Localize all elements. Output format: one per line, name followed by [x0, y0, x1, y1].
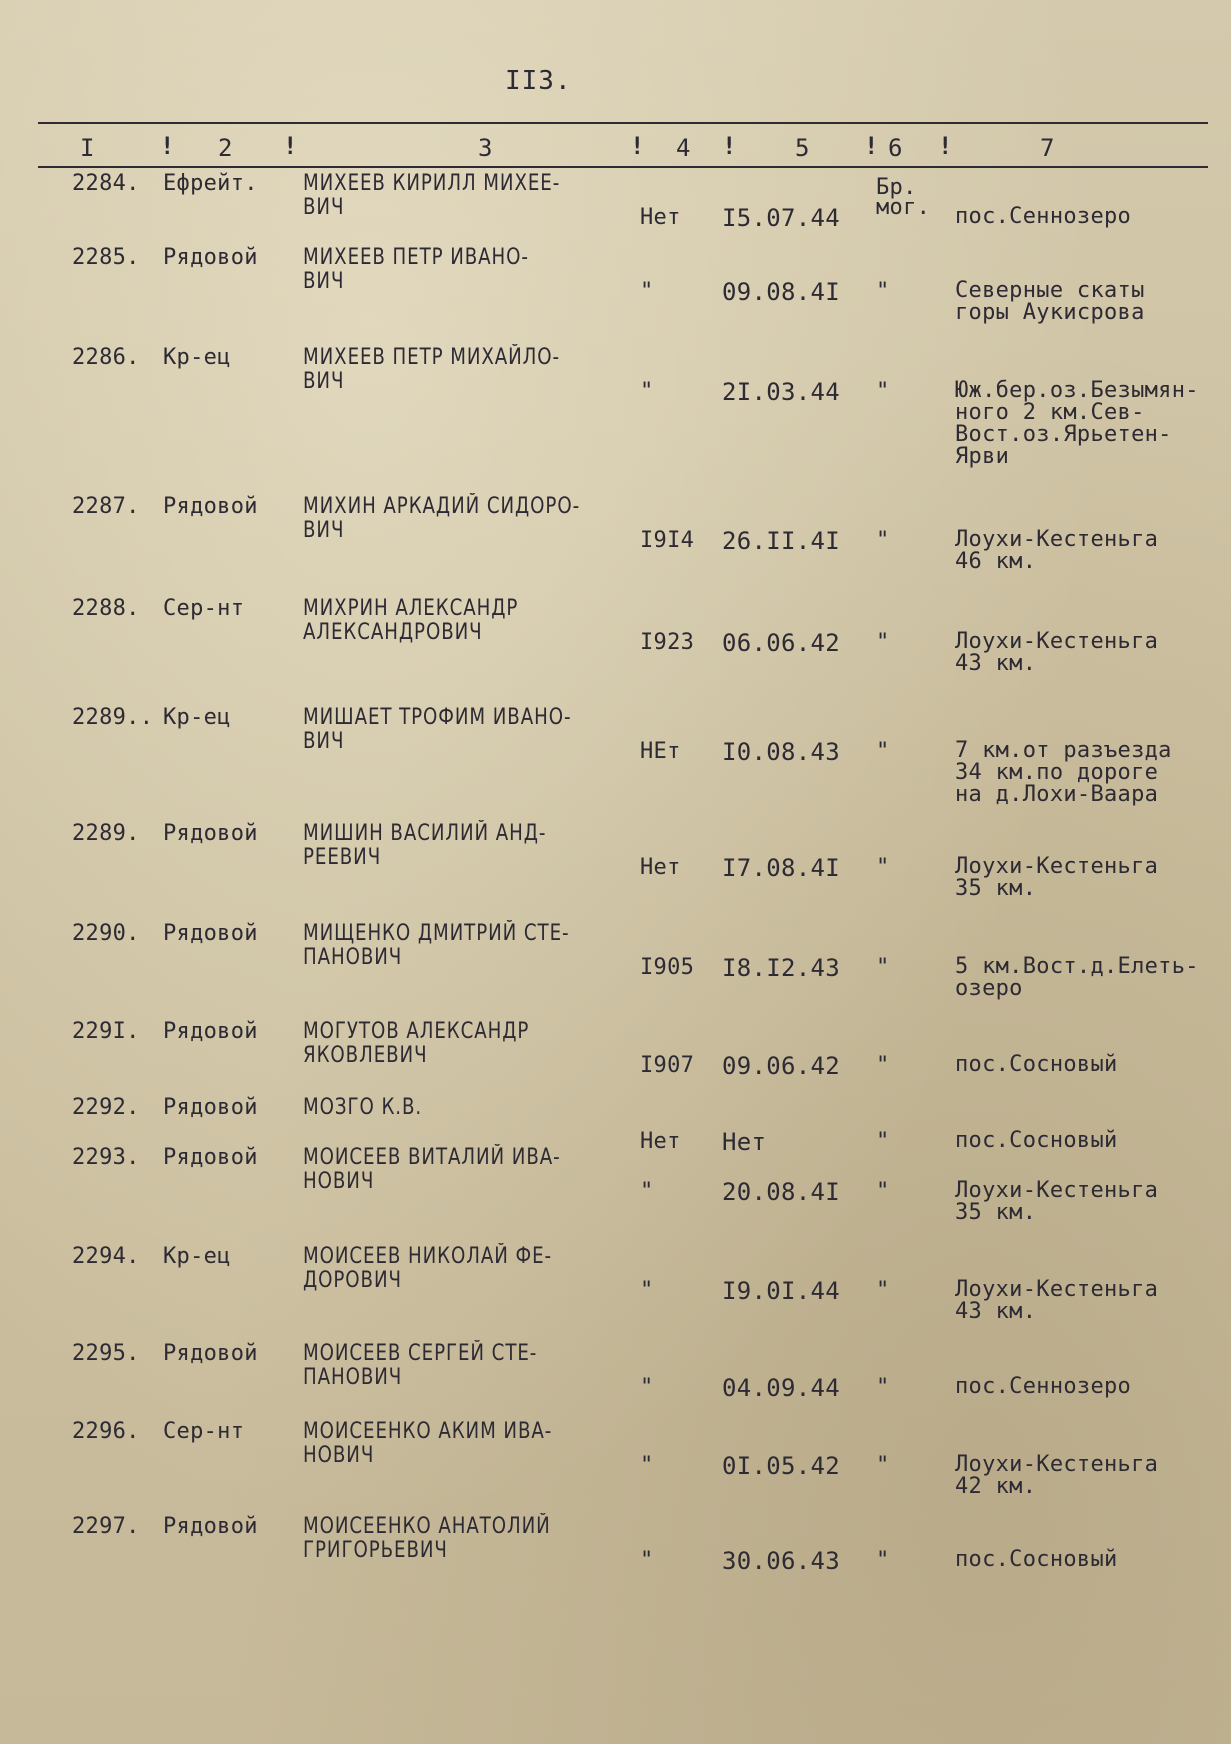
full-name: МОГУТОВ АЛЕКСАНДР ЯКОВЛЕВИЧ — [303, 1019, 530, 1068]
burial-type: " — [876, 1053, 890, 1078]
military-rank: Кр-ец — [163, 705, 231, 730]
burial-place: Лоухи-Кестеньга 35 км. — [955, 854, 1159, 901]
burial-place: 7 км.от разъезда 34 км.по дороге на д.Лохи-Ваара — [955, 738, 1172, 807]
death-date: I7.08.4I — [722, 854, 840, 882]
burial-type: " — [876, 1278, 890, 1303]
death-date: Нет — [722, 1128, 767, 1156]
full-name: МОИСЕЕНКО АНАТОЛИЙ ГРИГОРЬЕВИЧ — [303, 1514, 551, 1563]
death-date: I9.0I.44 — [722, 1277, 840, 1305]
military-rank: Рядовой — [163, 1095, 258, 1120]
birth-year: " — [640, 1278, 654, 1303]
header-bottom-rule — [38, 166, 1208, 168]
burial-place: Северные скаты горы Аукисрова — [955, 278, 1145, 325]
full-name: МИШИН ВАСИЛИЙ АНД- РЕЕВИЧ — [303, 821, 547, 870]
header-col-1: I — [80, 134, 95, 162]
death-date: 2I.03.44 — [722, 378, 840, 406]
header-separator: ! — [283, 132, 298, 160]
full-name: МИШАЕТ ТРОФИМ ИВАНО- ВИЧ — [303, 705, 572, 754]
record-number: 2293. — [72, 1145, 140, 1170]
death-date: 09.06.42 — [722, 1052, 840, 1080]
military-rank: Рядовой — [163, 1514, 258, 1539]
full-name: МОИСЕЕВ СЕРГЕЙ СТЕ- ПАНОВИЧ — [303, 1341, 538, 1390]
death-date: 30.06.43 — [722, 1547, 840, 1575]
header-col-4: 4 — [676, 134, 691, 162]
record-number: 2288. — [72, 596, 140, 621]
birth-year: I9I4 — [640, 528, 695, 553]
burial-place: Юж.бер.оз.Безымян- ного 2 км.Сев- Вост.оз.Ярьетен- Ярви — [955, 378, 1199, 469]
military-rank: Рядовой — [163, 821, 258, 846]
burial-place: Лоухи-Кестеньга 43 км. — [955, 629, 1159, 676]
military-rank: Рядовой — [163, 494, 258, 519]
record-number: 2294. — [72, 1244, 140, 1269]
burial-place: пос.Сеннозеро — [955, 1374, 1132, 1399]
header-top-rule — [38, 122, 1208, 124]
birth-year: " — [640, 1548, 654, 1573]
military-rank: Сер-нт — [163, 1419, 245, 1444]
header-col-6: 6 — [888, 134, 903, 162]
military-rank: Ефрейт. — [163, 171, 258, 196]
birth-year: " — [640, 279, 654, 304]
record-number: 2296. — [72, 1419, 140, 1444]
birth-year: I923 — [640, 630, 695, 655]
military-rank: Рядовой — [163, 921, 258, 946]
header-col-7: 7 — [1040, 134, 1055, 162]
burial-type: " — [876, 1179, 890, 1204]
header-col-5: 5 — [795, 134, 810, 162]
full-name: МИХЕЕВ ПЕТР ИВАНО- ВИЧ — [303, 245, 529, 294]
header-col-3: 3 — [478, 134, 493, 162]
birth-year: " — [640, 1375, 654, 1400]
burial-place: пос.Сосновый — [955, 1547, 1118, 1572]
full-name: МИХРИН АЛЕКСАНДР АЛЕКСАНДРОВИЧ — [303, 596, 519, 645]
burial-type: " — [876, 1375, 890, 1400]
full-name: МОИСЕЕВ ВИТАЛИЙ ИВА- НОВИЧ — [303, 1145, 561, 1194]
burial-type: " — [876, 855, 890, 880]
burial-type: " — [876, 1129, 890, 1154]
military-rank: Кр-ец — [163, 1244, 231, 1269]
record-number: 2286. — [72, 345, 140, 370]
full-name: МОИСЕЕВ НИКОЛАЙ ФЕ- ДОРОВИЧ — [303, 1244, 553, 1293]
military-rank: Рядовой — [163, 245, 258, 270]
birth-year: " — [640, 379, 654, 404]
burial-type: " — [876, 528, 890, 553]
death-date: I8.I2.43 — [722, 954, 840, 982]
page-number: II3. — [505, 66, 572, 96]
birth-year: I907 — [640, 1053, 695, 1078]
death-date: 26.II.4I — [722, 527, 840, 555]
birth-year: Нет — [640, 205, 681, 230]
header-separator: ! — [722, 132, 737, 160]
full-name: МИХИН АРКАДИЙ СИДОРО- ВИЧ — [303, 494, 581, 543]
record-number: 2295. — [72, 1341, 140, 1366]
burial-place: Лоухи-Кестеньга 35 км. — [955, 1178, 1159, 1225]
military-rank: Рядовой — [163, 1341, 258, 1366]
birth-year: Нет — [640, 1129, 681, 1154]
burial-type: " — [876, 1453, 890, 1478]
death-date: 0I.05.42 — [722, 1452, 840, 1480]
burial-place: пос.Сосновый — [955, 1128, 1118, 1153]
military-rank: Рядовой — [163, 1145, 258, 1170]
record-number: 2290. — [72, 921, 140, 946]
record-number: 229I. — [72, 1019, 140, 1044]
full-name: МОИСЕЕНКО АКИМ ИВА- НОВИЧ — [303, 1419, 553, 1468]
burial-place: 5 км.Вост.д.Елеть- озеро — [955, 954, 1199, 1001]
header-separator: ! — [938, 132, 953, 160]
death-date: I5.07.44 — [722, 204, 840, 232]
burial-type: " — [876, 630, 890, 655]
header-col-2: 2 — [218, 134, 233, 162]
record-number: 2292. — [72, 1095, 140, 1120]
burial-type: " — [876, 279, 890, 304]
header-separator: ! — [864, 132, 879, 160]
record-number: 2297. — [72, 1514, 140, 1539]
header-separator: ! — [160, 132, 175, 160]
record-number: 2287. — [72, 494, 140, 519]
record-number: 2284. — [72, 171, 140, 196]
military-rank: Рядовой — [163, 1019, 258, 1044]
full-name: МИХЕЕВ КИРИЛЛ МИХЕЕ- ВИЧ — [303, 171, 561, 220]
burial-place: Лоухи-Кестеньга 46 км. — [955, 527, 1159, 574]
burial-type: " — [876, 379, 890, 404]
birth-year: " — [640, 1453, 654, 1478]
birth-year: " — [640, 1179, 654, 1204]
death-date: 06.06.42 — [722, 629, 840, 657]
death-date: 20.08.4I — [722, 1178, 840, 1206]
death-date: 09.08.4I — [722, 278, 840, 306]
burial-place: Лоухи-Кестеньга 42 км. — [955, 1452, 1159, 1499]
burial-type: Бр. мог. — [876, 175, 931, 220]
record-number: 2289. — [72, 821, 140, 846]
burial-place: Лоухи-Кестеньга 43 км. — [955, 1277, 1159, 1324]
burial-type: " — [876, 1548, 890, 1573]
full-name: МИЩЕНКО ДМИТРИЙ СТЕ- ПАНОВИЧ — [303, 921, 570, 970]
burial-place: пос.Сосновый — [955, 1052, 1118, 1077]
death-date: I0.08.43 — [722, 738, 840, 766]
burial-type: " — [876, 955, 890, 980]
full-name: МИХЕЕВ ПЕТР МИХАЙЛО- ВИЧ — [303, 345, 561, 394]
birth-year: I905 — [640, 955, 695, 980]
birth-year: НЕт — [640, 739, 681, 764]
burial-type: " — [876, 739, 890, 764]
full-name: МОЗГО К.В. — [303, 1095, 423, 1120]
death-date: 04.09.44 — [722, 1374, 840, 1402]
birth-year: Нет — [640, 855, 681, 880]
record-number: 2289.. — [72, 705, 154, 730]
record-number: 2285. — [72, 245, 140, 270]
burial-place: пос.Сеннозеро — [955, 204, 1132, 229]
military-rank: Сер-нт — [163, 596, 245, 621]
header-separator: ! — [630, 132, 645, 160]
military-rank: Кр-ец — [163, 345, 231, 370]
